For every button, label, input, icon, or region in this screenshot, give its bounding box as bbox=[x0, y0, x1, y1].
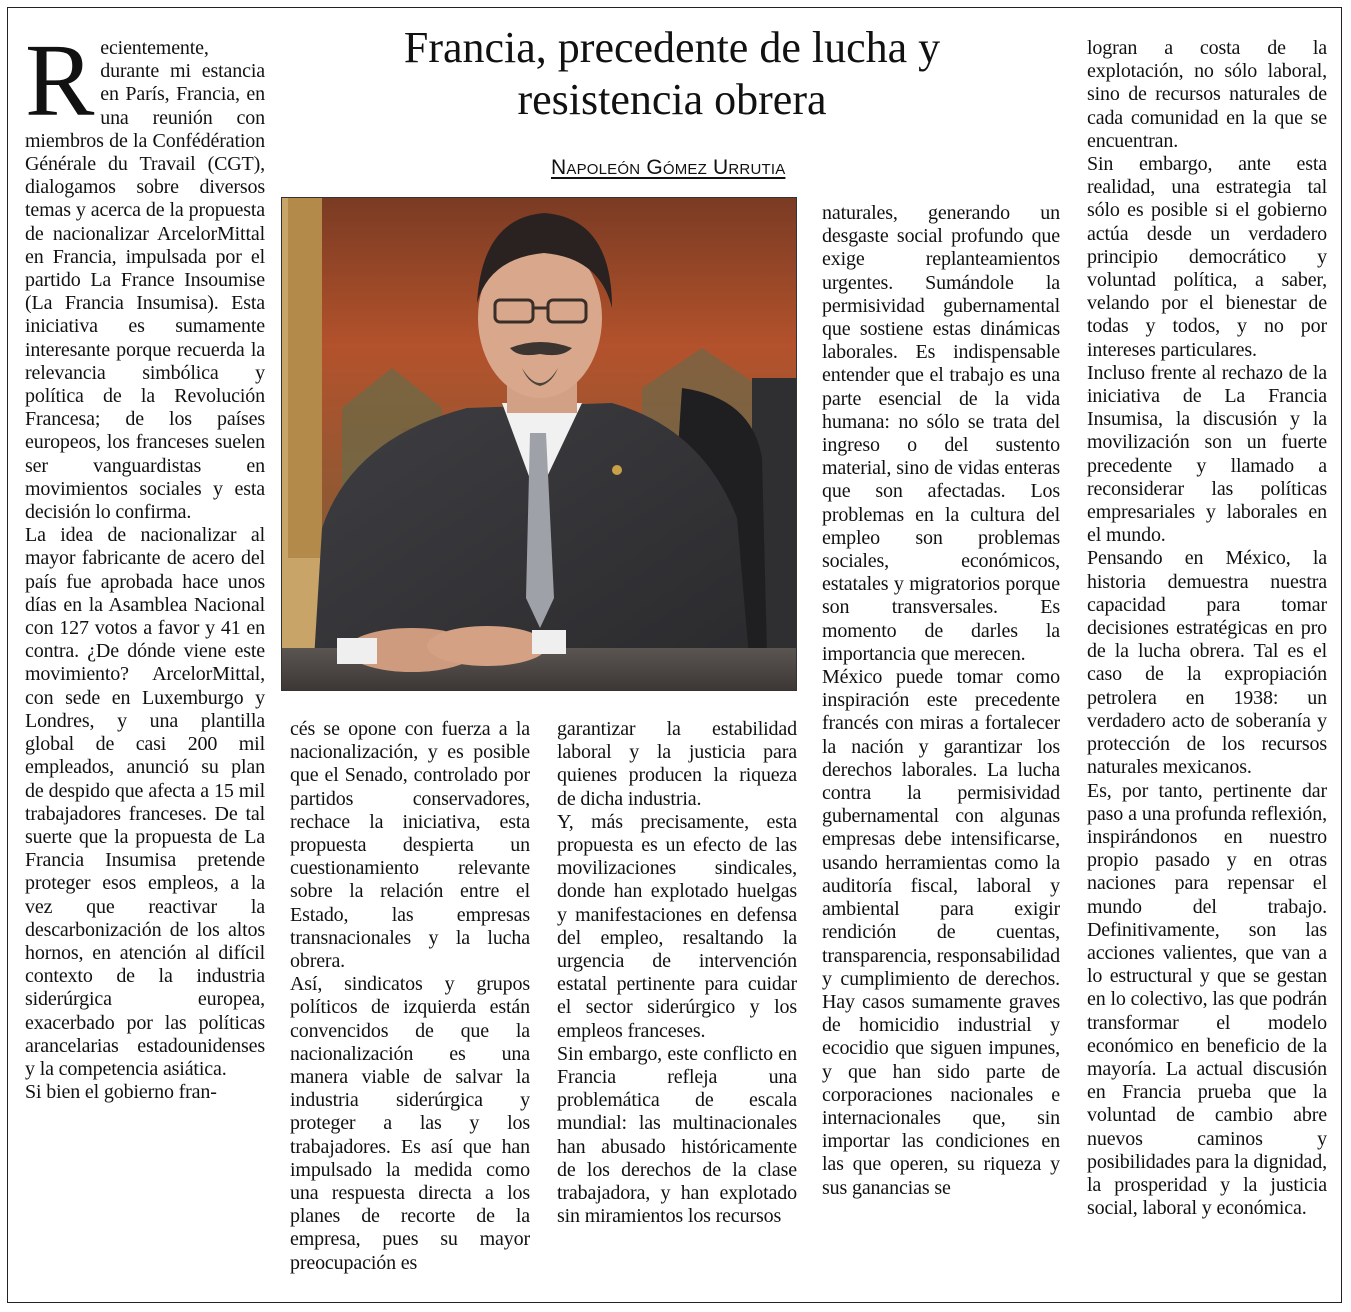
author-photo bbox=[281, 197, 797, 691]
paragraph: Es, por tanto, pertinente dar paso a una profunda reflexión, inspirándonos en nuestro propio pasado y en otras naciones para repensar el mundo del trabajo. Definitivamente, son las acciones valientes, que van a lo estructural y que se gestan en lo colectivo, las que podrán transformar el modelo económico en beneficio de la mayoría. La actual discusión en Francia prueba que la voluntad de cambio abre nuevos caminos y posibilidades para la dignidad, la prosperidad y la justicia social, laboral y económica. bbox=[1087, 779, 1327, 1220]
paragraph: garantizar la estabilidad laboral y la justicia para quienes producen la riqueza de dicha industria. bbox=[557, 718, 797, 810]
paragraph: logran a costa de la explotación, no sólo laboral, sino de recursos naturales de cada comunidad en la que se encuentran. bbox=[1087, 37, 1327, 152]
column-5 bbox=[1087, 37, 1327, 1292]
paragraph: México puede tomar como inspiración este precedente francés con miras a fortalecer la nación y garantizar los derechos laborales. La lucha contra la permisividad gubernamental con algunas empresas debe intensificarse, usando herramientas como la auditoría fiscal, laboral y ambiental para exigir rendición de cuentas, transparencia, responsabilidad y cumplimiento de derechos. Hay casos sumamente graves de homicidio industrial y ecocidio que siguen impunes, y que han sido parte de corporaciones nacionales e internacionales que, sin importar las condiciones en las que operen, su riqueza y sus ganancias se bbox=[822, 666, 1060, 1199]
paragraph: La idea de nacionalizar al mayor fabricante de acero del país fue aprobada hace unos días en la Asamblea Nacional con 127 votos a favor y 41 en contra. ¿De dónde viene este movimiento? ArcelorMittal, con sede en Luxemburgo y Londres, y una plantilla global de casi 200 mil empleados, anunció su plan de despido que afecta a 15 mil trabajadores franceses. De tal suerte que la propuesta de La Francia Insumisa pretende proteger esos empleos, a la vez que reactivar la descarbonización de los altos hornos, en atención al difícil contexto de la industria siderúrgica europea, exacerbado por las políticas arancelarias estadounidenses y la competencia asiática. bbox=[25, 524, 265, 1080]
paragraph: Y, más precisamente, esta propuesta es un efecto de las movilizaciones sindicales, donde han explotado huelgas y manifestaciones en defensa del empleo, resaltando la urgencia de intervención estatal pertinente para cuidar el sector siderúrgico y los empleos franceses. bbox=[557, 810, 797, 1042]
headline-line-2: resistencia obrera bbox=[517, 75, 827, 124]
drop-cap: R bbox=[25, 37, 95, 138]
paragraph: Si bien el gobierno fran- bbox=[25, 1081, 217, 1104]
paragraph: Incluso frente al rechazo de la iniciativa de La Francia Insumisa, la discusión y la movilización son un fuerte precedente y llamado a reconsiderar las políticas empresariales y laborales en el mundo. bbox=[1087, 361, 1327, 547]
paragraph: ecientemente, durante mi estancia en París, Francia, en una reunión con miembros de la Confédération Générale du Travail (CGT), dialogamos sobre diversos temas y acerca de la propuesta de nacionalizar ArcelorMittal en Francia, impulsada por el partido La France Insoumise (La Francia Insumisa). Esta iniciativa es sumamente interesante porque recuerda la relevancia simbólica y política de la Revolución Francesa; de los países europeos, los franceses suelen ser vanguardistas en movimientos sociales y esta decisión lo confirma. bbox=[25, 37, 265, 524]
column-3 bbox=[557, 718, 797, 1290]
headline bbox=[282, 22, 1062, 126]
paragraph: cés se opone con fuerza a la nacionalización, y es posible que el Senado, controlado por partidos conservadores, rechace la iniciativa, esta propuesta despierta un cuestionamiento relevante sobre la relación entre el Estado, las empresas transnacionales y la lucha obrera. bbox=[290, 718, 530, 973]
paragraph: naturales, generando un desgaste social profundo que exige replanteamientos urgentes. Sumándole la permisividad gubernamental que sostiene estas dinámicas laborales. Es indispensable entender que el trabajo es una parte esencial de la vida humana: no sólo se trata del ingreso o del sustento material, sino de vidas enteras que son afectadas. Los problemas en la cultura del empleo son problemas sociales, económicos, estatales y migratorios porque son transversales. Es momento de darles la importancia que merecen. bbox=[822, 202, 1060, 665]
paragraph: Así, sindicatos y grupos políticos de izquierda están convencidos de que la nacionalización es una manera viable de salvar la industria siderúrgica y proteger a las y los trabajadores. Es así que han impulsado la medida como una respuesta directa a los planes de recorte de la empresa, pues su mayor preocupación es bbox=[290, 973, 530, 1274]
portrait-photo-icon bbox=[282, 198, 797, 691]
byline: Napoleón Gómez Urrutia bbox=[551, 156, 786, 179]
headline-line-1: Francia, precedente de lucha y bbox=[403, 23, 941, 72]
column-2 bbox=[290, 718, 530, 1290]
paragraph: Pensando en México, la historia demuestra nuestra capacidad para tomar decisiones estratégicas en pro de la lucha obrera. Tal es el caso de la expropiación petrolera en 1938: un verdadero acto de soberanía y protección de los recursos naturales mexicanos. bbox=[1087, 547, 1327, 779]
paragraph: Sin embargo, ante esta realidad, una estrategia tal sólo es posible si el gobierno actúa desde un verdadero principio democrático y voluntad política, a saber, velando por el bienestar de todas y todos, y no por intereses particulares. bbox=[1087, 153, 1327, 361]
paragraph: Sin embargo, este conflicto en Francia refleja una problemática de escala mundial: las multinacionales han abusado históricamente de los derechos de la clase trabajadora, y han explotado sin miramientos los recursos bbox=[557, 1042, 797, 1228]
column-1 bbox=[25, 37, 265, 1292]
column-4 bbox=[822, 202, 1060, 1290]
